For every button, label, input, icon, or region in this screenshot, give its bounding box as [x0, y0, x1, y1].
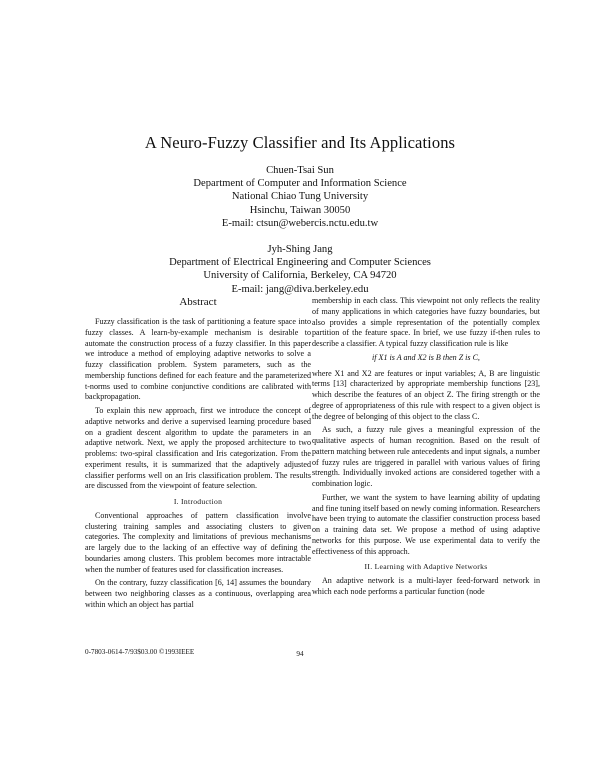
author1-univ: National Chiao Tung University [231, 191, 369, 203]
author-block [0, 164, 600, 296]
intro-paragraph-1: Conventional approaches of pattern classification involve clustering training samples and associating clusters to given categories. The complexity and limitations of previous mechanisms are largely due to the lacking of an effective way of defining the boundaries among clusters. This problem becomes more intractable when the number of features used for classification increases. [85, 510, 311, 574]
right-column [312, 296, 540, 601]
left-column [85, 296, 311, 614]
footer-page-number: 94 [296, 650, 304, 658]
abstract-heading: Abstract [179, 296, 217, 308]
intro-paragraph-3: membership in each class. This viewpoint not only reflects the reality of many applications in which categories have fuzzy boundaries, but also provides a simple representation of the potentially complex partition of the feature space. In brief, we use fuzzy if-then rules to describe a classifier. A typical fuzzy classification rule is like [312, 296, 540, 348]
author2-univ: University of California, Berkeley, CA 94720 [203, 270, 397, 282]
adaptive-paragraph-1: An adaptive network is a multi-layer feed-forward network in which each node performs a particular function (node [312, 576, 540, 596]
fuzzy-rule-formula: if X1 is A and X2 is B then Z is C, [372, 352, 480, 362]
intro-paragraph-6: Further, we want the system to have learning ability of updating and fine tuning itself based on newly coming information. Researchers have been trying to automate the classifier construction process based on a training data set. We propose a method of using adaptive networks for this purpose. We use experimental data to verify the effectiveness of this approach. [312, 492, 540, 556]
author1-dept: Department of Computer and Information Science [193, 178, 407, 190]
section-heading-adaptive-networks: II. Learning with Adaptive Networks [364, 562, 488, 572]
author-gap [0, 230, 600, 243]
author1-city: Hsinchu, Taiwan 30050 [249, 204, 351, 216]
intro-paragraph-4: where X1 and X2 are features or input variables; A, B are linguistic terms [13] characterized by appropriate membership functions [23], which describe the features of an object Z. The firing strength or the degree of appropriateness of this rule with respect to a given object is the degree of belonging of this object to the class C. [312, 368, 540, 421]
paper-title: A Neuro-Fuzzy Classifier and Its Applications [144, 133, 456, 152]
abstract-paragraph-2: To explain this new approach, first we introduce the concept of adaptive networks and derive a supervised learning procedure based on a gradient descent algorithm to update the parameters in an adaptive network. Next, we apply the proposed architecture to two problems: two-spiral classification and Iris categorization. From the experiment results, it is summarized that the adaptively adjusted classifier performs well on an Iris classification problem. The results are discussed from the viewpoint of feature selection. [85, 406, 311, 491]
author2-name: Jyh-Shing Jang [267, 244, 333, 256]
author1-name: Chuen-Tsai Sun [266, 165, 334, 176]
intro-paragraph-2: On the contrary, fuzzy classification [6, 14] assumes the boundary between two neighboring classes as a continuous, overlapping area within which an object has partial [85, 578, 311, 609]
section-heading-introduction: I. Introduction [173, 497, 223, 506]
footer-isbn: 0-7803-0614-7/93$03.00 ©1993IEEE [85, 648, 195, 656]
author2-email: E-mail: jang@diva.berkeley.edu [231, 283, 369, 295]
intro-paragraph-5: As such, a fuzzy rule gives a meaningful expression of the qualitative aspects of human recognition. Based on the result of pattern matching between rule antecedents and input signals, a number of fuzzy rules are triggered in parallel with various values of firing strength. Individually invoked actions are considered together with a combination logic. [312, 425, 540, 488]
author2-dept: Department of Electrical Engineering and Computer Sciences [169, 257, 431, 269]
author1-email: E-mail: ctsun@webercis.nctu.edu.tw [221, 217, 379, 229]
abstract-paragraph-1: Fuzzy classification is the task of partitioning a feature space into fuzzy classes. A learn-by-example mechanism is desirable to automate the construction process of a fuzzy classifier. In this paper we introduce a method of employing adaptive networks to solve a fuzzy classification problem. System parameters, such as the membership functions defined for each feature and the parameterized t-norms used to combine conjunctive conditions are calibrated with backpropagation. [85, 317, 311, 402]
